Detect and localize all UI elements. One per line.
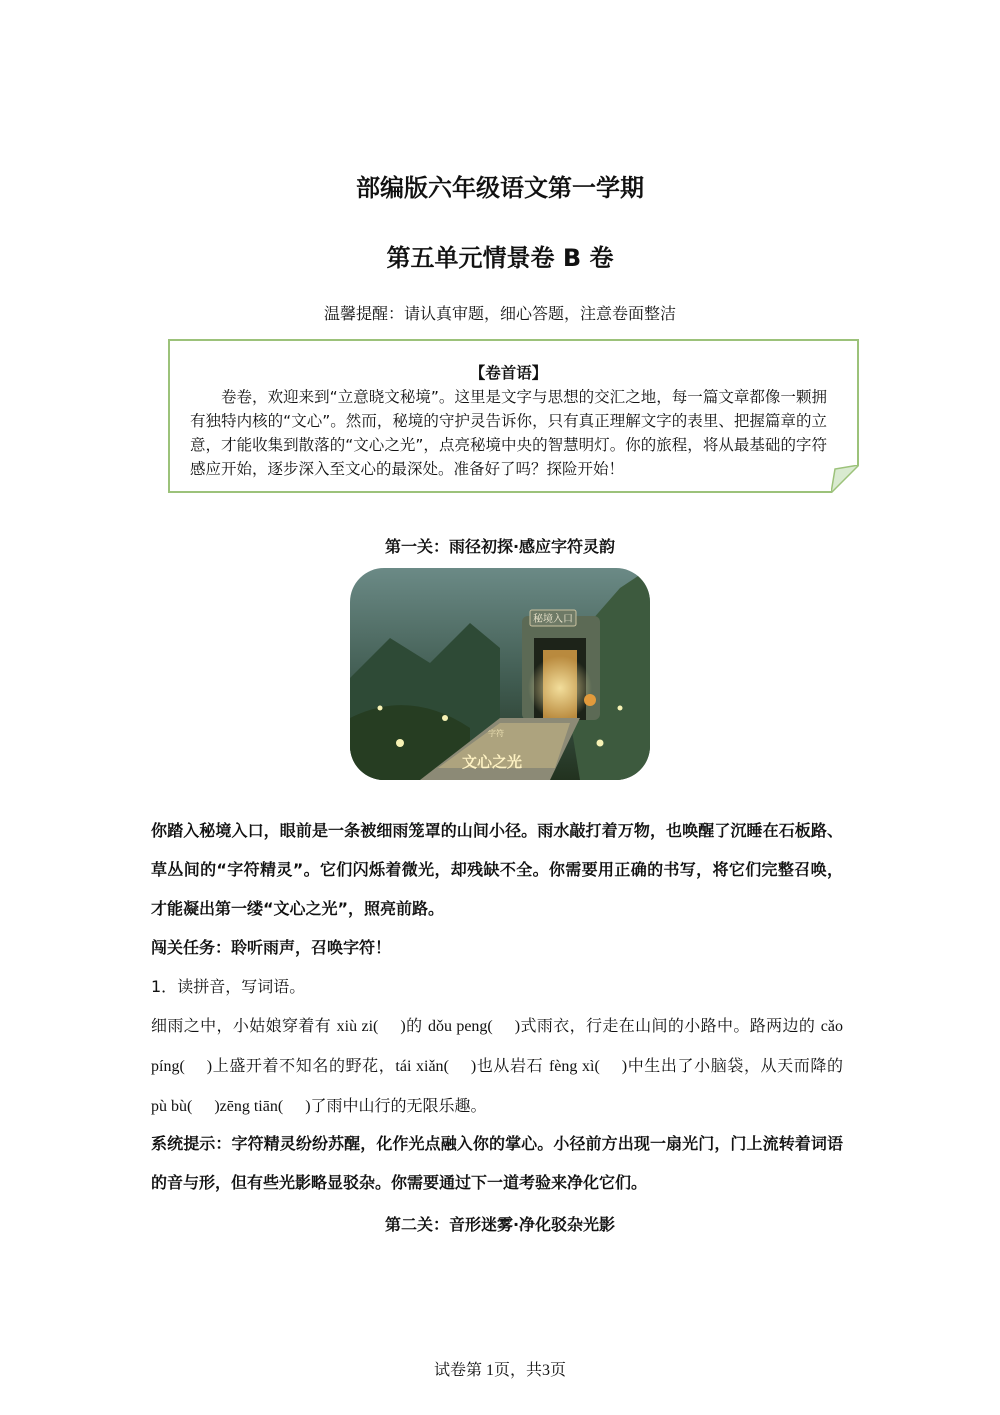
pinyin-caoping: cǎo píng xyxy=(151,1018,843,1075)
path-text: 文心之光 xyxy=(461,753,523,771)
paper-subtitle: 第五单元情景卷 B 卷 xyxy=(386,244,614,272)
pinyin-taixian: tái xiǎn xyxy=(395,1058,444,1075)
level2-heading: 第二关：音形迷雾·净化驳杂光影 xyxy=(384,1215,616,1234)
level1-intro: 你踏入秘境入口，眼前是一条被细雨笼罩的山间小径。雨水敲打着万物，也唤醒了沉睡在石板路、草丛间的“字符精灵”。它们闪烁着微光，却残缺不全。你需要用正确的书写，将它们完整召唤，才能凝出第一缕“文心之光”，照亮前路。 xyxy=(151,821,843,918)
question-text: 读拼音，写词语。 xyxy=(177,977,306,996)
page-curl-icon xyxy=(831,465,859,493)
level1-task: 闯关任务：聆听雨声，召唤字符！ xyxy=(151,938,392,957)
pinyin-pubu: pù bù xyxy=(151,1098,187,1115)
pinyin-passage: 细雨之中，小姑娘穿着有 xiù zi( )的 dǒu peng( )式雨衣，行走在山间的小路中。路两边的 cǎo píng( )上盛开着不知名的野花，tái xiǎn( )也从岩石 fèng xì( )中生出了小脑袋，从天而降的 pù bù( )zēng tiān( )了雨中山行的无限乐趣。 xyxy=(151,1016,843,1115)
pinyin-xiuzi: xiù zi xyxy=(336,1018,374,1035)
preface-title: 【卷首语】 xyxy=(469,364,548,382)
stone-text: 字符 xyxy=(488,729,504,738)
page-footer: 试卷第 1页，共3页 xyxy=(433,1362,566,1379)
question-number: 1． xyxy=(151,977,178,996)
paper-title: 部编版六年级语文第一学期 xyxy=(356,174,644,202)
reminder-text: 温馨提醒：请认真审题，细心答题，注意卷面整洁 xyxy=(323,304,676,323)
system-hint: 系统提示：字符精灵纷纷苏醒，化作光点融入你的掌心。小径前方出现一扇光门，门上流转着词语的音与形，但有些光影略显驳杂。你需要通过下一道考验来净化它们。 xyxy=(151,1134,843,1192)
question-1 xyxy=(151,967,843,1006)
preface-box xyxy=(168,339,859,493)
pinyin-fengxi: fèng xì xyxy=(548,1058,595,1075)
secret-entrance-illustration xyxy=(350,568,650,780)
level1-heading: 第一关：雨径初探·感应字符灵韵 xyxy=(384,537,616,556)
entrance-sign-text: 秘境入口 xyxy=(533,614,573,625)
preface-text: 卷卷，欢迎来到“立意晓文秘境”。这里是文字与思想的交汇之地，每一篇文章都像一颗拥有独特内核的“文心”。然而，秘境的守护灵告诉你，只有真正理解文字的表里、把握篇章的立意，才能收集到散落的“文心之光”，点亮秘境中央的智慧明灯。你的旅程，将从最基础的字符感应开始，逐步深入至文心的最深处。准备好了吗？探险开始！ xyxy=(190,388,827,478)
pinyin-doupeng: dǒu peng xyxy=(427,1018,488,1035)
pinyin-zengtian: zēng tiān xyxy=(219,1098,278,1115)
